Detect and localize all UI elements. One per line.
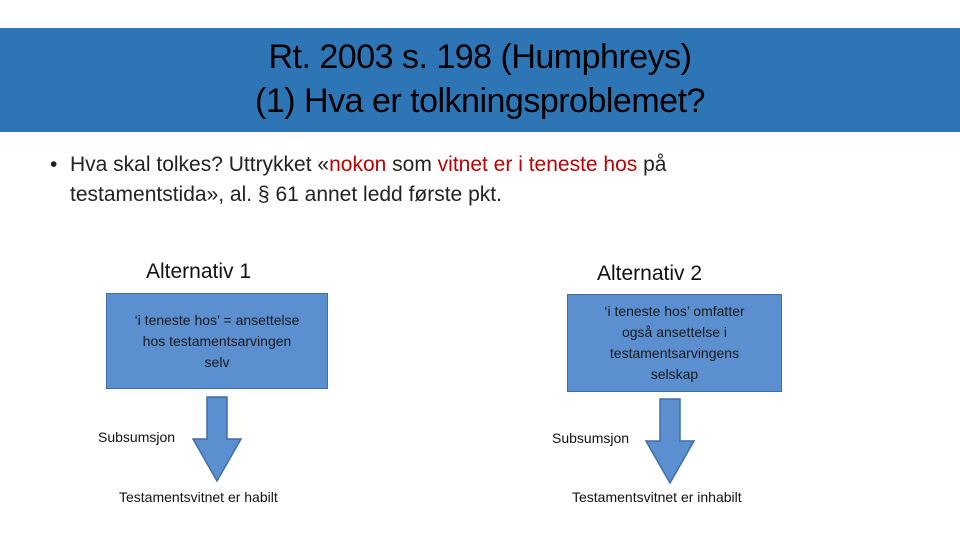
alt2-box-line-2: også ansettelse i — [621, 324, 728, 340]
alt2-box-line-1: ‘i teneste hos’ omfatter — [604, 303, 745, 319]
bullet-point — [50, 150, 930, 210]
alt1-arrow-label: Subsumsjon — [98, 429, 176, 445]
alt2-result: Testamentsvitnet er inhabilt — [572, 489, 742, 505]
alt2-down-arrow-icon — [644, 398, 696, 486]
alt1-box-line-3: selv — [204, 353, 230, 370]
alt1-box-line-2: hos testamentsarvingen — [142, 332, 292, 349]
alt1-result: Testamentsvitnet er habilt — [119, 489, 278, 505]
alt1-box — [106, 293, 328, 389]
highlight-vitnet: vitnet er i teneste hos — [437, 153, 638, 176]
alt2-box — [567, 294, 782, 392]
alt2-heading: Alternativ 2 — [597, 262, 703, 285]
alt1-heading: Alternativ 1 — [146, 260, 252, 283]
highlight-nokon: nokon — [329, 153, 387, 176]
alt1-box-line-1: ‘i teneste hos’ = ansettelse — [134, 311, 300, 328]
bullet-text-1: Hva skal tolkes? Uttrykket « — [70, 153, 330, 176]
bullet-text-3: på — [637, 153, 667, 176]
alt2-box-line-4: selskap — [650, 366, 699, 382]
alt2-arrow-label: Subsumsjon — [552, 430, 630, 446]
slide-title-line-1: Rt. 2003 s. 198 (Humphreys) — [268, 38, 692, 76]
slide-title-line-2: (1) Hva er tolkningsproblemet? — [255, 82, 705, 120]
bullet-text-2: som — [386, 153, 438, 176]
bullet-marker: • — [50, 153, 58, 176]
alt2-box-line-3: testamentsarvingens — [609, 345, 740, 361]
alt1-down-arrow-icon — [191, 396, 243, 484]
title-bar — [0, 28, 960, 132]
bullet-line-2: testamentstida», al. § 61 annet ledd første pkt. — [70, 183, 502, 206]
bullet-line-1 — [70, 150, 930, 180]
